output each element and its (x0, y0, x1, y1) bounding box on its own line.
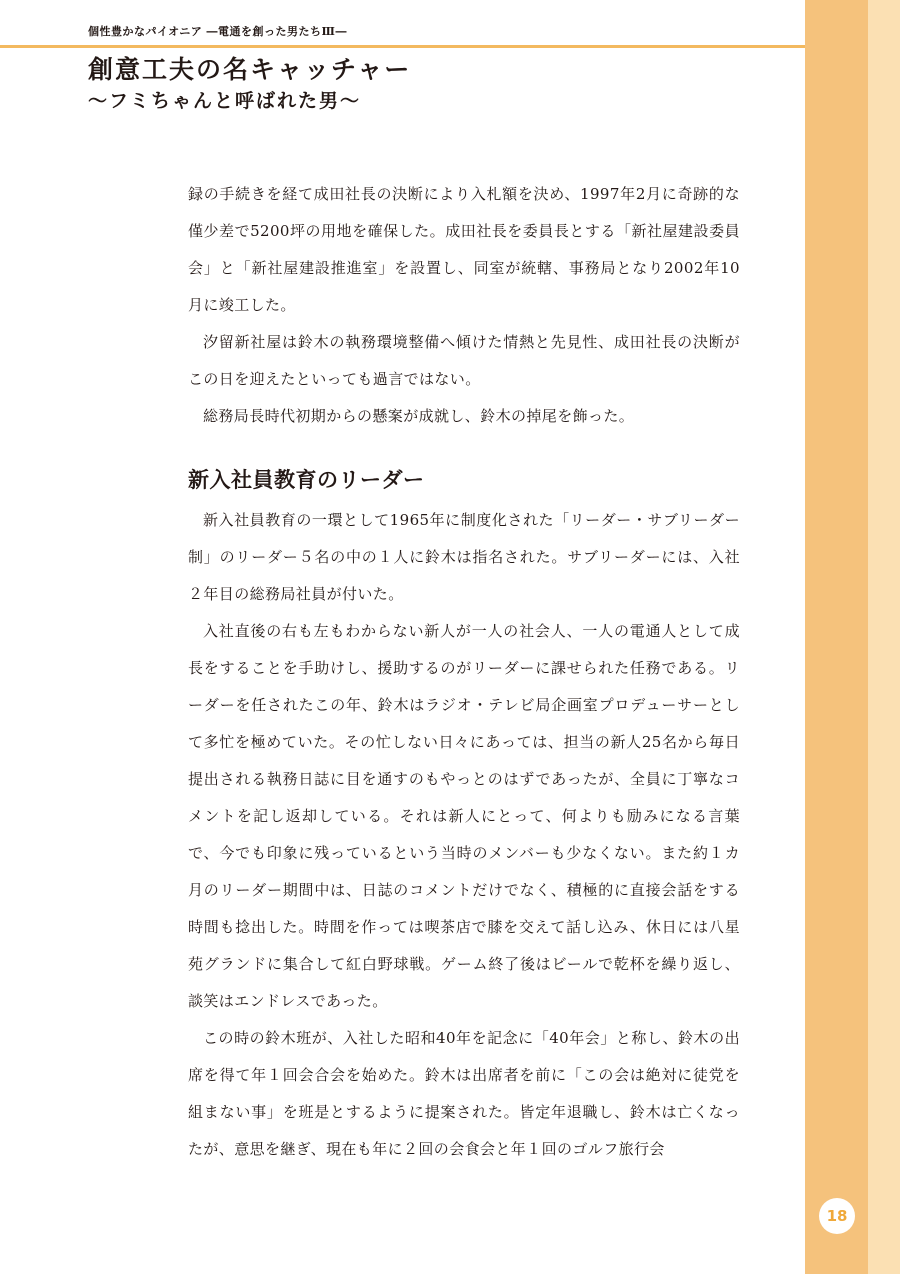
paragraph: 録の手続きを経て成田社長の決断により入札額を決め、1997年2月に奇跡的な僅少差で5200坪の用地を確保した。成田社長を委員長とする「新社屋建設委員会」と「新社屋建設推進室」を設置し、同室が統轄、事務局となり2002年10月に竣工した。 (188, 185, 740, 314)
article-body (188, 176, 740, 1168)
side-band-light (868, 0, 900, 1274)
side-band-dark (805, 0, 868, 1274)
paragraph: 総務局長時代初期からの懸案が成就し、鈴木の掉尾を飾った。 (203, 407, 635, 425)
paragraph: 入社直後の右も左もわからない新人が一人の社会人、一人の電通人として成長をすることを手助けし、援助するのがリーダーに課せられた任務である。リーダーを任されたこの年、鈴木はラジオ・テレビ局企画室プロデューサーとして多忙を極めていた。その忙しない日々にあっては、担当の新人25名から毎日提出される執務日誌に目を通すのもやっとのはずであったが、全員に丁寧なコメントを記し返却している。それは新人にとって、何よりも励みになる言葉で、今でも印象に残っているという当時のメンバーも少なくない。また約１カ月のリーダー期間中は、日誌のコメントだけでなく、積極的に直接会話をする時間も捻出した。時間を作っては喫茶店で膝を交えて話し込み、休日には八星苑グランドに集合して紅白野球戦。ゲーム終了後はビールで乾杯を繰り返し、談笑はエンドレスであった。 (188, 622, 740, 1010)
page-number: 18 (819, 1198, 855, 1234)
paragraph: この時の鈴木班が、入社した昭和40年を記念に「40年会」と称し、鈴木の出席を得て年１回会合会を始めた。鈴木は出席者を前に「この会は絶対に徒党を組まない事」を班是とするように提案された。皆定年退職し、鈴木は亡くなったが、意思を継ぎ、現在も年に２回の会食会と年１回のゴルフ旅行会 (188, 1029, 740, 1158)
page-title: 創意工夫の名キャッチャー (88, 55, 412, 84)
paragraph: 汐留新社屋は鈴木の執務環境整備へ傾けた情熱と先見性、成田社長の決断がこの日を迎えたといっても過言ではない。 (188, 333, 740, 388)
paragraph: 新入社員教育の一環として1965年に制度化された「リーダー・サブリーダー制」のリーダー５名の中の１人に鈴木は指名された。サブリーダーには、入社２年目の総務局社員が付いた。 (188, 511, 740, 603)
header-rule (0, 45, 805, 48)
running-head: 個性豊かなパイオニア ―電通を創った男たちⅢ― (88, 25, 347, 38)
page-subtitle: 〜フミちゃんと呼ばれた男〜 (88, 90, 362, 112)
section-heading: 新入社員教育のリーダー (188, 468, 425, 492)
